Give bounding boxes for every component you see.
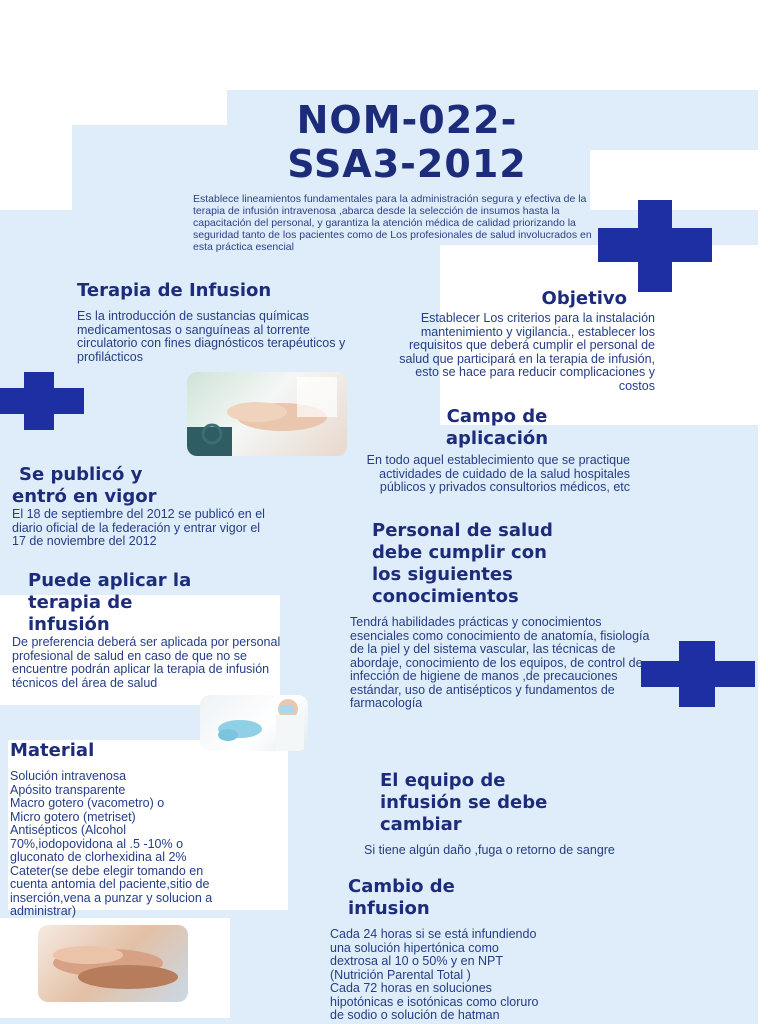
section-text: Tendrá habilidades prácticas y conocimientos esenciales como conocimiento de anatomía, fisiología de la piel y del sistema vascular, las técnicas de abordaje, conocimiento de los equipos, de control de infección de higiene de manos ,de precauciones estándar, uso de antisépticos y fundamentos de farmacología (350, 615, 650, 710)
section-publico (12, 464, 272, 549)
section-text: En todo aquel establecimiento que se practique actividades de cuidado de la salud hospitales públicos y privados consultorios médicos, etc (366, 453, 630, 494)
section-heading (12, 570, 292, 636)
white-block (0, 90, 72, 210)
section-personal (350, 520, 655, 711)
heading-line: entró en vigor (12, 486, 157, 507)
list-item: de sodio o solución de hatman (330, 1008, 500, 1022)
hands-care-photo (187, 372, 347, 456)
heading-line: infusión (28, 614, 110, 635)
heading-line: terapia de (28, 592, 133, 613)
section-objetivo (380, 288, 655, 393)
medical-cross-icon (598, 200, 712, 292)
list-item: Antisépticos (Alcohol (10, 823, 127, 837)
heading-line: Cambio de (348, 876, 455, 897)
white-block (72, 90, 227, 125)
heading-line: debe cumplir con (372, 542, 547, 563)
list-item: gluconato de clorhexidina al 2% (10, 850, 187, 864)
material-list (10, 770, 290, 919)
list-item: Cada 72 horas en soluciones (330, 981, 492, 995)
heading-line: Se publicó y (19, 464, 143, 485)
section-text: El 18 de septiembre del 2012 se publicó en el diario oficial de la federación y entrar vigor el 17 de noviembre del 2012 (12, 507, 265, 548)
section-heading: Material (10, 740, 95, 761)
section-heading (12, 464, 272, 508)
section-heading: Objetivo (541, 288, 627, 309)
list-item: Cateter(se debe elegir tomando en (10, 863, 204, 878)
section-heading (364, 770, 664, 836)
list-item: Micro gotero (metriset) (10, 809, 136, 824)
section-heading (330, 876, 650, 920)
medical-cross-icon (0, 372, 84, 430)
heading-line: los siguientes (372, 564, 513, 585)
heading-line: infusión se debe (380, 792, 548, 813)
title-line-1: NOM-022- (296, 98, 518, 142)
heading-line: Campo de (446, 406, 548, 427)
section-heading (362, 406, 632, 450)
title-line-2: SSA3-2012 (287, 142, 527, 186)
list-item: Apósito transparente (10, 782, 126, 797)
list-item: una solución hipertónica como (330, 940, 499, 955)
section-terapia (77, 280, 357, 364)
list-item: (Nutrición Parental Total ) (330, 967, 471, 982)
list-item: administrar) (10, 904, 76, 918)
section-heading (350, 520, 655, 608)
section-text: Es la introducción de sustancias químicas medicamentosas o sanguíneas al torrente circulatorio con fines diagnósticos terapéuticos y profilácticos (77, 309, 346, 364)
list-item: Solución intravenosa (10, 769, 127, 783)
page-title (232, 98, 582, 186)
section-text: De preferencia deberá ser aplicada por personal profesional de salud en caso de que no se encuentre podrán aplicar la terapia de infusión técnicos del área de salud (12, 635, 281, 690)
holding-hands-photo (38, 925, 188, 1002)
section-heading: Terapia de Infusion (77, 280, 272, 301)
intro-text: Establece lineamientos fundamentales para la administración segura y efectiva de la terapia de infusión intravenosa ,abarca desde la selección de insumos hasta la capacitación del personal, y garantiza la atención médica de calidad priorizando la seguridad tanto de los pacientes como de Los profesionales de salud involucrados en esta práctica esencial (193, 192, 592, 253)
section-puede (12, 570, 292, 690)
section-cambio (330, 876, 650, 1023)
heading-line: infusion (348, 898, 430, 919)
list-item: Macro gotero (vacometro) o (10, 796, 165, 810)
section-material (10, 740, 290, 919)
medical-cross-icon (641, 641, 755, 707)
heading-line: cambiar (380, 814, 462, 835)
list-item: dextrosa al 10 o 50% y en NPT (330, 954, 504, 968)
heading-line: aplicación (445, 428, 549, 449)
cambio-list (330, 928, 650, 1023)
heading-line: Personal de salud (372, 520, 553, 541)
heading-line: El equipo de (380, 770, 506, 791)
heading-line: conocimientos (372, 586, 519, 607)
list-item: 70%,iodopovidona al .5 -10% o (10, 836, 184, 851)
list-item: cuenta antomia del paciente,sitio de (10, 877, 210, 891)
heading-line: Puede aplicar la (28, 570, 192, 591)
list-item: inserción,vena a punzar y solucion a (10, 890, 213, 905)
section-text: Si tiene algún daño ,fuga o retorno de sangre (364, 843, 615, 857)
section-campo (362, 406, 632, 495)
section-equipo (364, 770, 664, 858)
list-item: hipotónicas e isotónicas como cloruro (330, 994, 539, 1009)
list-item: Cada 24 horas si se está infundiendo (330, 927, 537, 941)
section-text: Establecer Los criterios para la instalación mantenimiento y vigilancia., establecer los requisitos que deberá cumplir el personal de salud que participará en la terapia de infusión, esto se hace para reducir complicaciones y costos (399, 311, 655, 393)
